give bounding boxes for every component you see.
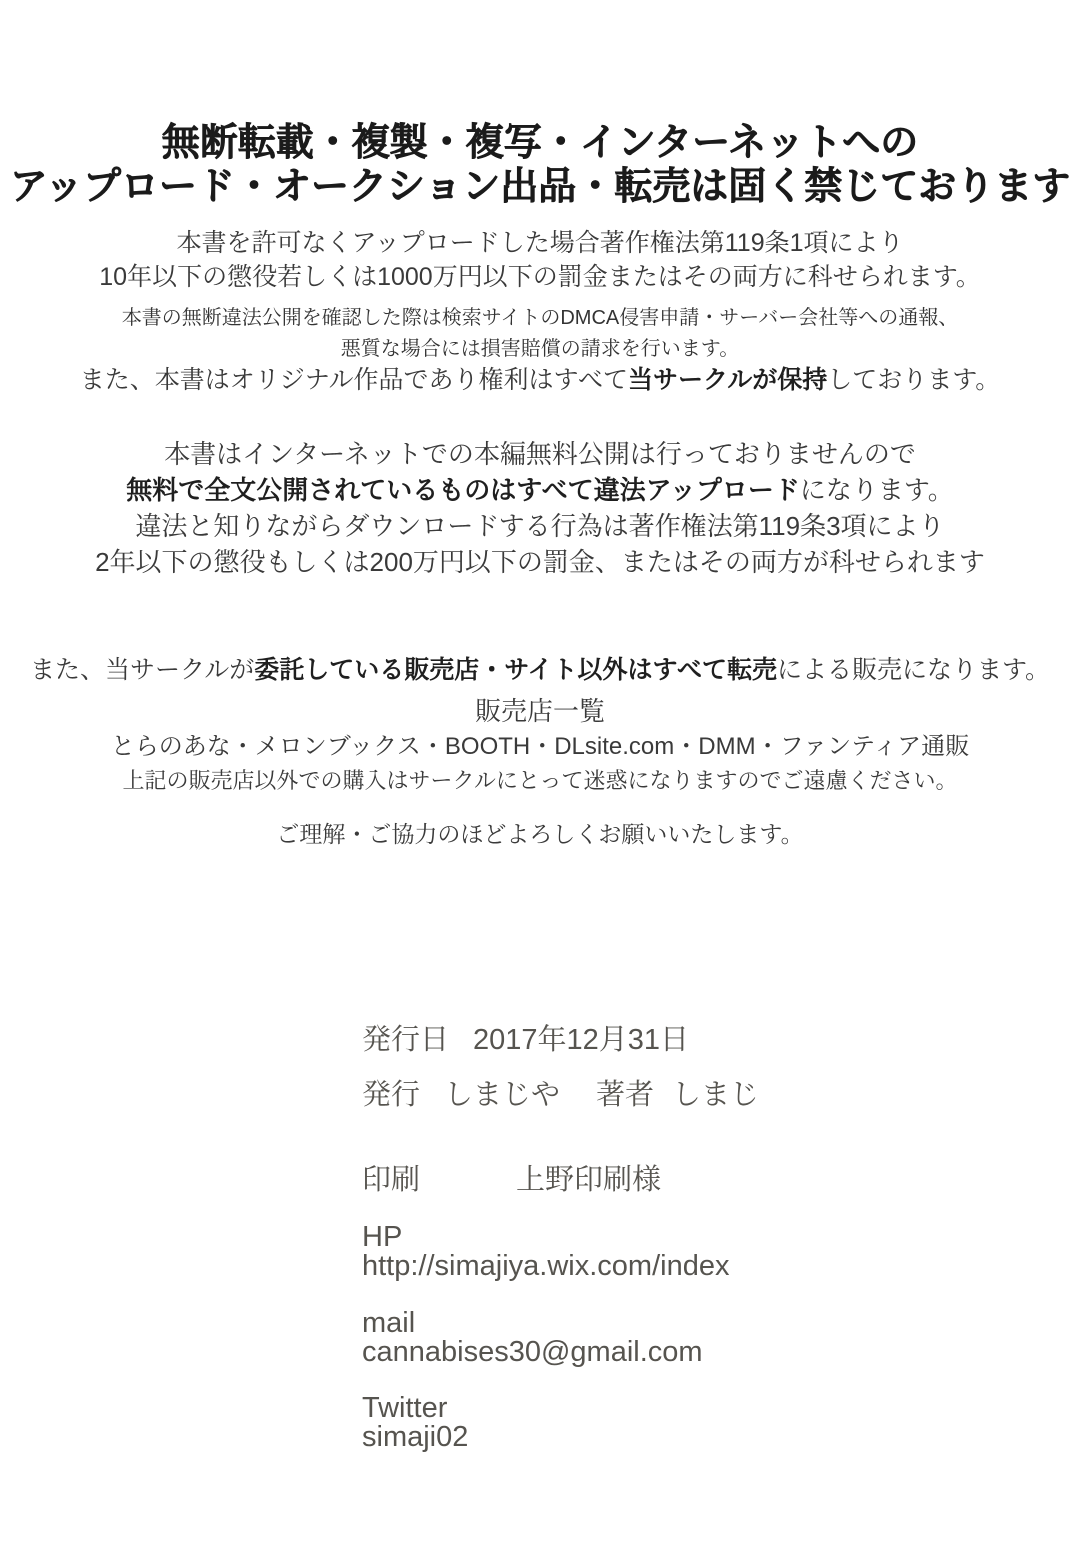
author-label: 著者: [596, 1079, 655, 1111]
free-release-line1: 本書はインターネットでの本編無料公開は行っておりませんので: [164, 439, 916, 469]
original-rights-post: しております。: [827, 366, 1001, 394]
notice-title-line1: 無断転載・複製・複写・インターネットへの: [161, 122, 919, 164]
free-release-line2-post: になります。: [799, 475, 954, 505]
free-release-line4: 2年以下の懲役もしくは200万円以下の罰金、またはその両方が科せられます: [95, 547, 985, 577]
publish-date-label: 発行日: [362, 1024, 450, 1056]
printer-label: 印刷: [362, 1164, 421, 1196]
original-rights-bold: 当サークルが保持: [627, 366, 828, 394]
printer-row: [362, 1164, 661, 1197]
free-release-line2: [0, 476, 1080, 506]
printer-value: 上野印刷様: [516, 1164, 662, 1196]
original-rights-line: [0, 366, 1080, 395]
hp-url: http://simajiya.wix.com/index: [362, 1250, 730, 1282]
publish-date-row: [362, 1024, 689, 1057]
twitter-id: simaji02: [362, 1421, 469, 1453]
author-value: しまじ: [672, 1079, 760, 1111]
resale-bold: 委託している販売店・サイト以外はすべて転売: [254, 656, 777, 684]
mail-address: cannabises30@gmail.com: [362, 1336, 703, 1368]
upload-penalty-line1: 本書を許可なくアップロードした場合著作権法第119条1項により: [176, 229, 904, 257]
mail-label: mail: [362, 1307, 416, 1339]
resale-line: [0, 656, 1080, 685]
store-warning: 上記の販売店以外での購入はサークルにとって迷惑になりますのでご遠慮ください。: [122, 768, 958, 793]
publisher-author-row: [362, 1079, 759, 1112]
original-rights-pre: また、本書はオリジナル作品であり権利はすべて: [79, 366, 628, 394]
store-list-heading: 販売店一覧: [474, 696, 605, 726]
hp-label: HP: [362, 1221, 403, 1253]
thanks-line: ご理解・ご協力のほどよろしくお願いいたします。: [276, 821, 804, 847]
dmca-line1: 本書の無断違法公開を確認した際は検索サイトのDMCA侵害申請・サーバー会社等への通報、: [121, 307, 959, 329]
free-release-line3: 違法と知りながらダウンロードする行為は著作権法第119条3項により: [135, 511, 945, 541]
publisher-label: 発行: [362, 1079, 421, 1111]
store-list: とらのあな・メロンブックス・BOOTH・DLsite.com・DMM・ファンティア通販: [110, 733, 970, 760]
publish-date-value: 2017年12月31日: [473, 1024, 690, 1056]
dmca-line2: 悪質な場合には損害賠償の請求を行います。: [340, 338, 740, 360]
notice-title-line2: アップロード・オークション出品・転売は固く禁じております: [9, 166, 1071, 208]
twitter-label: Twitter: [362, 1392, 448, 1424]
resale-post: による販売になります。: [777, 656, 1051, 684]
resale-pre: また、当サークルが: [29, 656, 255, 684]
free-release-line2-bold: 無料で全文公開されているものはすべて違法アップロード: [126, 475, 800, 505]
publisher-value: しまじや: [444, 1079, 561, 1111]
upload-penalty-line2: 10年以下の懲役若しくは1000万円以下の罰金またはその両方に科せられます。: [99, 263, 981, 291]
